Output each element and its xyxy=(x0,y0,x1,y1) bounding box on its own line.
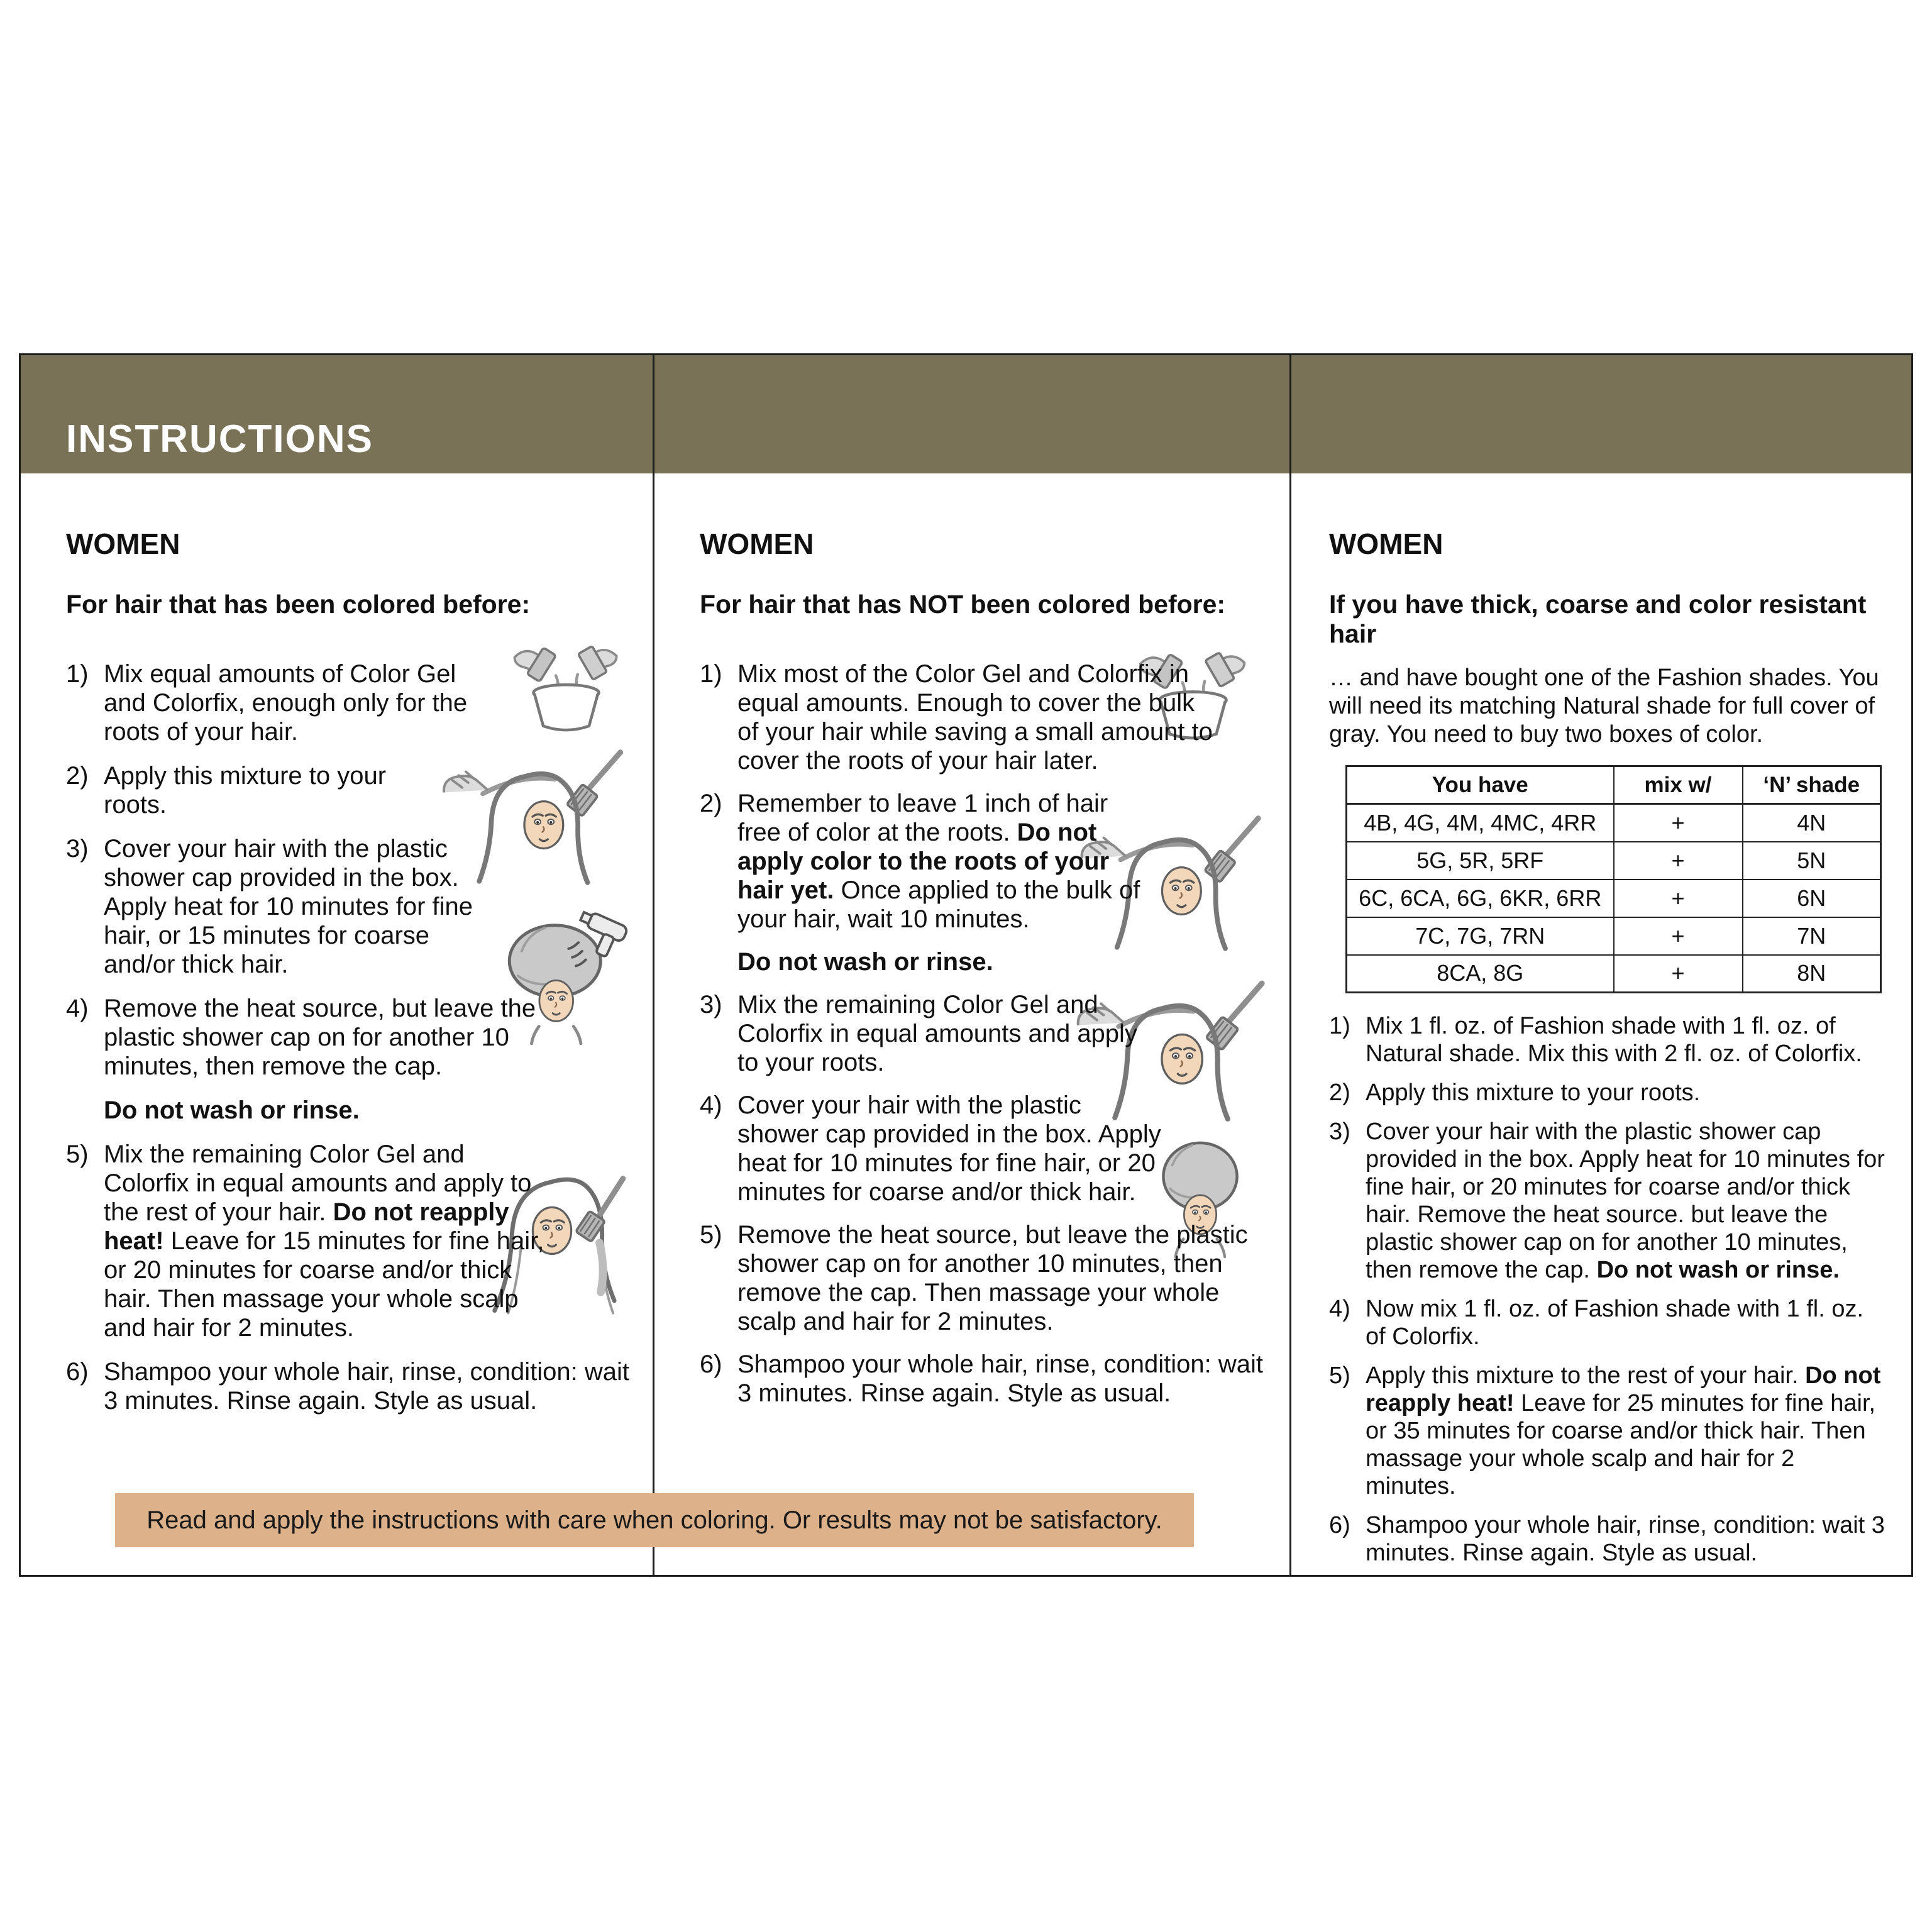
step-item xyxy=(700,947,1271,976)
step-text: Remember to leave 1 inch of hair free of color at the roots. Do not apply color to the roots of your hair yet. Once applied to the bulk of your hair, wait 10 minutes. xyxy=(737,790,1140,933)
intro-paragraph: … and have bought one of the Fashion shades. You will need its matching Natural shade for full cover of gray. You need to buy two boxes of color. xyxy=(1329,665,1879,748)
table-header-row xyxy=(1347,766,1881,804)
column-hair-colored-before xyxy=(21,473,653,1575)
step-number: 3) xyxy=(1329,1118,1350,1145)
step-item xyxy=(700,660,1271,775)
step-item xyxy=(700,990,1271,1077)
step-list xyxy=(66,660,634,1415)
step-item xyxy=(66,660,634,746)
cell-you-have: 7C, 7G, 7RN xyxy=(1347,917,1614,955)
column-subheading: If you have thick, coarse and color resistant hair xyxy=(1329,590,1867,648)
step-item xyxy=(66,994,634,1081)
cell-n-shade: 7N xyxy=(1743,917,1881,955)
column-divider-2 xyxy=(1289,355,1291,1575)
step-text: Cover your hair with the plastic shower cap provided in the box. Apply heat for 10 minutes for fine hair, or 20 minutes for coarse and/or thick hair. xyxy=(737,1091,1161,1206)
women-heading: WOMEN xyxy=(700,527,814,560)
column-divider-1 xyxy=(653,355,654,1575)
table-row xyxy=(1347,955,1881,993)
step-number: 6) xyxy=(66,1358,89,1386)
step-text: Mix most of the Color Gel and Colorfix in equal amounts. Enough to cover the bulk of your hair while saving a small amount to cover the roots of your hair later. xyxy=(737,660,1213,775)
step-text: Mix equal amounts of Color Gel and Colorfix, enough only for the roots of your hair. xyxy=(104,660,468,746)
table-row xyxy=(1347,842,1881,880)
step-number: 5) xyxy=(66,1140,89,1168)
cell-you-have: 6C, 6CA, 6G, 6KR, 6RR xyxy=(1347,880,1614,917)
table-row xyxy=(1347,880,1881,917)
col-header-n-shade: ‘N’ shade xyxy=(1743,766,1881,804)
step-number: 1) xyxy=(700,660,722,688)
step-number: 4) xyxy=(1329,1296,1350,1322)
step-text: Apply this mixture to the rest of your hair. Do not reapply heat! Leave for 25 minutes for fine hair, or 35 minutes for coarse and/or thick hair. Then massage your whole scalp and hair for 2 minutes. xyxy=(1366,1362,1881,1499)
shade-mixing-table xyxy=(1345,765,1882,993)
step-item xyxy=(1329,1012,1894,1068)
step-number: 3) xyxy=(66,835,89,863)
header-band xyxy=(21,355,1911,473)
step-text: Mix 1 fl. oz. of Fashion shade with 1 fl. oz. of Natural shade. Mix this with 2 fl. oz. of Colorfix. xyxy=(1366,1013,1862,1067)
step-item xyxy=(66,834,634,979)
step-number: 6) xyxy=(700,1350,722,1378)
caution-banner xyxy=(115,1493,1194,1547)
step-text: Remove the heat source, but leave the plastic shower cap on for another 10 minutes, then remove the cap. Then massage your whole scalp and hair for 2 minutes. xyxy=(737,1221,1248,1335)
cell-mix-with: + xyxy=(1614,804,1743,842)
step-text: Apply this mixture to your roots. xyxy=(104,762,387,819)
step-text: Mix the remaining Color Gel and Colorfix in equal amounts and apply to the rest of your hair. Do not reapply heat! Leave for 15 minutes for fine hair, or 20 minutes for coarse and/or thick hair. Then massage your whole scalp and hair for 2 minutes. xyxy=(104,1140,544,1342)
women-heading: WOMEN xyxy=(66,527,180,560)
step-item xyxy=(700,1091,1271,1206)
step-text: Remove the heat source, but leave the plastic shower cap on for another 10 minutes, then remove the cap. xyxy=(104,995,536,1080)
step-number: 1) xyxy=(66,660,89,688)
step-text: Cover your hair with the plastic shower cap provided in the box. Apply heat for 10 minutes for fine hair, or 20 minutes for coarse and/or thick hair. Remove the heat source. but leave the plastic shower cap on for another 10 minutes, then remove the cap. Do not wash or rinse. xyxy=(1366,1118,1885,1283)
step-text: Cover your hair with the plastic shower cap provided in the box. Apply heat for 10 minutes for fine hair, or 15 minutes for coarse and/or thick hair. xyxy=(104,835,473,978)
step-item xyxy=(1329,1295,1894,1350)
step-number: 2) xyxy=(66,762,89,790)
step-text: Do not wash or rinse. xyxy=(737,948,993,976)
step-number: 5) xyxy=(1329,1362,1350,1389)
step-number: 4) xyxy=(700,1091,722,1119)
caution-text: Read and apply the instructions with care when coloring. Or results may not be satisfactory. xyxy=(146,1506,1162,1534)
step-number: 3) xyxy=(700,991,722,1018)
step-text: Shampoo your whole hair, rinse, condition: wait 3 minutes. Rinse again. Style as usual. xyxy=(1366,1512,1885,1566)
women-heading: WOMEN xyxy=(1329,527,1443,560)
cell-n-shade: 8N xyxy=(1743,955,1881,993)
cell-n-shade: 5N xyxy=(1743,842,1881,880)
cell-you-have: 4B, 4G, 4M, 4MC, 4RR xyxy=(1347,804,1614,842)
cell-mix-with: + xyxy=(1614,917,1743,955)
step-number: 6) xyxy=(1329,1512,1350,1538)
step-text: Mix the remaining Color Gel and Colorfix in equal amounts and apply to your roots. xyxy=(737,991,1137,1076)
col-header-mix-with: mix w/ xyxy=(1614,766,1743,804)
table-row xyxy=(1347,917,1881,955)
step-item xyxy=(1329,1511,1894,1567)
column-thick-coarse-hair xyxy=(1291,473,1915,1575)
step-item xyxy=(1329,1079,1894,1107)
step-text: Do not wash or rinse. xyxy=(104,1096,360,1124)
column-subheading: For hair that has NOT been colored before: xyxy=(700,590,1226,619)
cell-you-have: 8CA, 8G xyxy=(1347,955,1614,993)
step-text: Shampoo your whole hair, rinse, condition: wait 3 minutes. Rinse again. Style as usual. xyxy=(104,1358,630,1415)
step-list xyxy=(700,660,1271,1408)
cell-mix-with: + xyxy=(1614,842,1743,880)
step-item xyxy=(66,1140,634,1342)
step-text: Now mix 1 fl. oz. of Fashion shade with 1 fl. oz. of Colorfix. xyxy=(1366,1296,1864,1350)
cell-mix-with: + xyxy=(1614,880,1743,917)
step-item xyxy=(66,1357,634,1415)
step-number: 2) xyxy=(700,790,722,817)
step-item xyxy=(66,761,634,819)
step-number: 5) xyxy=(700,1221,722,1249)
cell-n-shade: 4N xyxy=(1743,804,1881,842)
step-item xyxy=(700,1220,1271,1336)
cell-mix-with: + xyxy=(1614,955,1743,993)
step-item xyxy=(1329,1362,1894,1500)
page-title: INSTRUCTIONS xyxy=(66,417,373,461)
step-text: Apply this mixture to your roots. xyxy=(1366,1079,1701,1106)
step-item xyxy=(700,1350,1271,1408)
cell-n-shade: 6N xyxy=(1743,880,1881,917)
table-body xyxy=(1347,804,1881,993)
step-item xyxy=(1329,1118,1894,1284)
step-number: 1) xyxy=(1329,1013,1350,1039)
step-item xyxy=(66,1096,634,1125)
step-list xyxy=(1329,1012,1894,1567)
step-text: Shampoo your whole hair, rinse, condition: wait 3 minutes. Rinse again. Style as usual. xyxy=(737,1350,1264,1407)
step-number: 2) xyxy=(1329,1079,1350,1106)
table-row xyxy=(1347,804,1881,842)
instructions-sheet xyxy=(19,353,1913,1577)
step-item xyxy=(700,789,1271,934)
cell-you-have: 5G, 5R, 5RF xyxy=(1347,842,1614,880)
column-hair-not-colored-before xyxy=(654,473,1289,1575)
col-header-you-have: You have xyxy=(1347,766,1614,804)
column-subheading: For hair that has been colored before: xyxy=(66,590,531,619)
step-number: 4) xyxy=(66,995,89,1022)
